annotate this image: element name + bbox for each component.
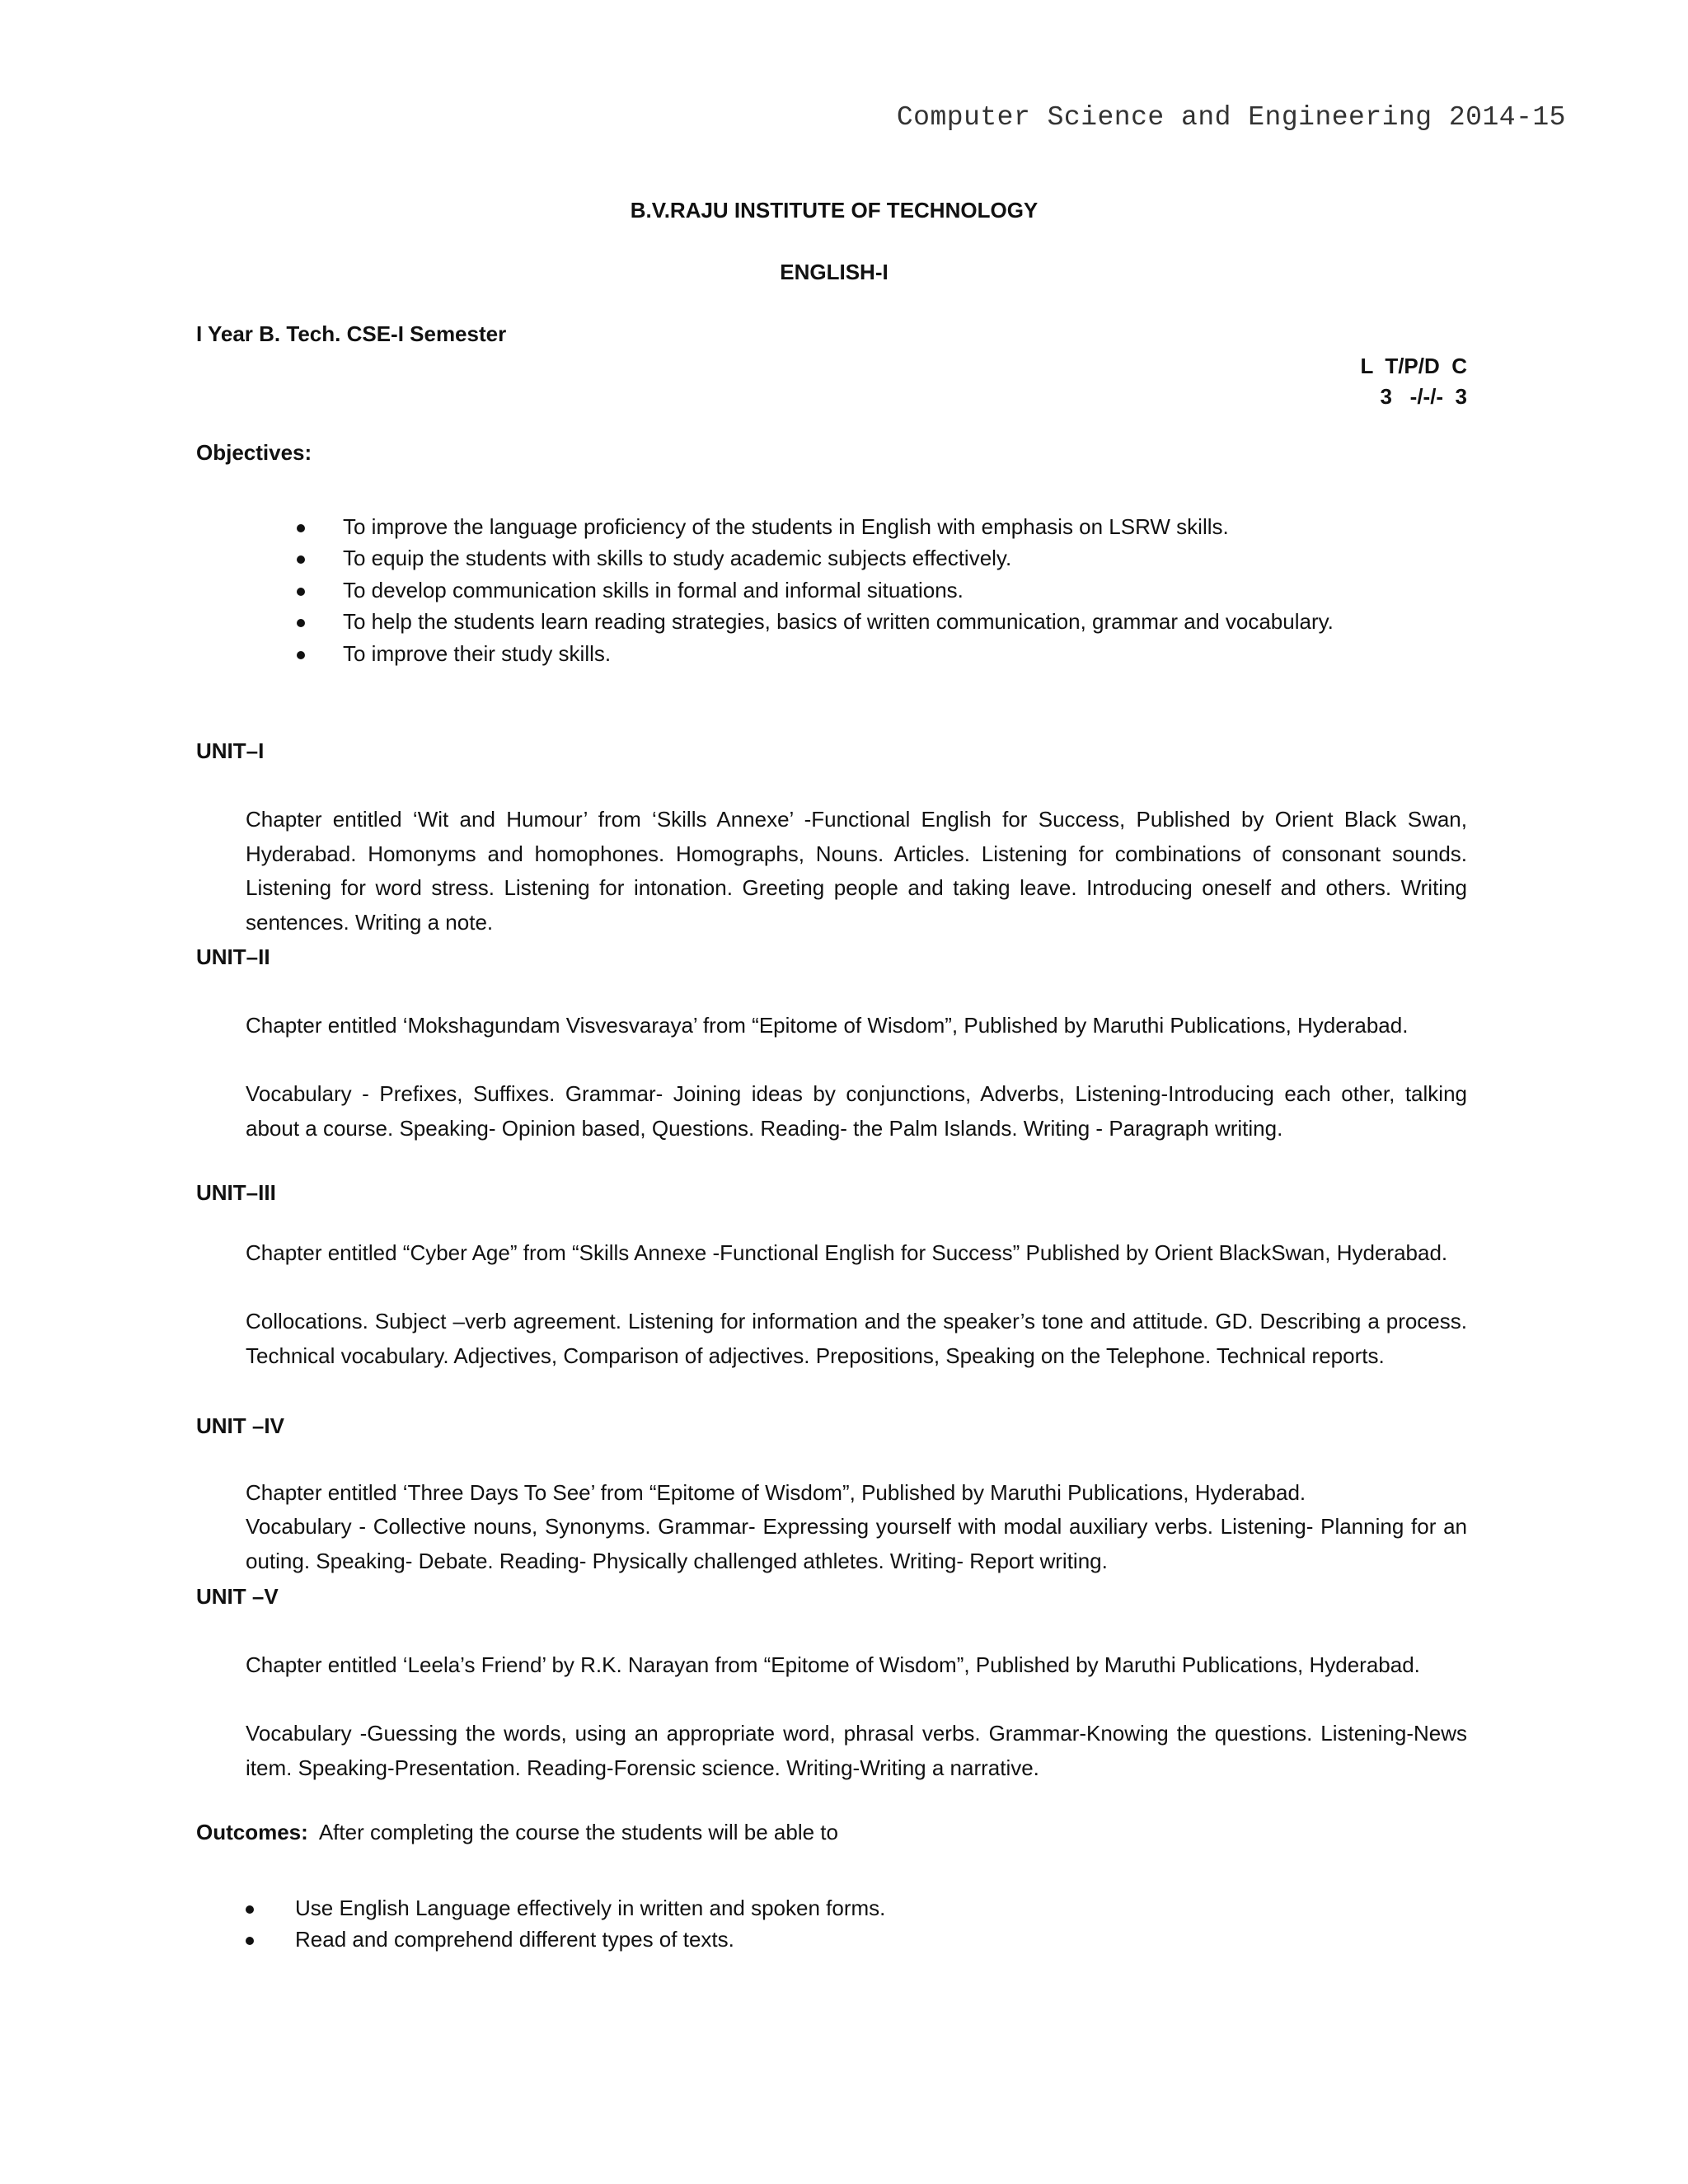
unit-3-heading: UNIT–III [196, 1180, 276, 1205]
unit-5-paragraph: Vocabulary -Guessing the words, using an appropriate word, phrasal verbs. Grammar-Knowing the questions. Listening-News item. Speaking-Presentation. Reading-Forensic science. Writing-Writing a narrative. [246, 1721, 1467, 1780]
unit-2-paragraph: Chapter entitled ‘Mokshagundam Visvesvaraya’ from “Epitome of Wisdom”, Published by Maruthi Publications, Hyderabad. [246, 1013, 1409, 1038]
objective-item: To improve their study skills. [297, 638, 1334, 669]
unit-4-heading: UNIT –IV [196, 1413, 284, 1438]
objective-item: To improve the language proficiency of the students in English with emphasis on LSRW skills. [297, 511, 1334, 542]
unit-1-paragraph: Chapter entitled ‘Wit and Humour’ from ‘Skills Annexe’ -Functional English for Success, Published by Orient Black Swan, Hyderabad. Homonyms and homophones. Homographs, Nouns. Articles. Listening for combinations of consonant sounds. Listening for word stress. Listening for intonation. Greeting people and taking leave. Introducing oneself and others. Writing sentences. Writing a note. [246, 807, 1467, 935]
institute-title: B.V.RAJU INSTITUTE OF TECHNOLOGY [630, 198, 1039, 223]
outcome-item: Read and comprehend different types of texts. [246, 1924, 885, 1955]
outcomes-list [246, 1892, 885, 1956]
unit-2-heading: UNIT–II [196, 944, 270, 969]
unit-3-paragraph: Collocations. Subject –verb agreement. Listening for information and the speaker’s tone and attitude. GD. Describing a process. Technical vocabulary. Adjectives, Comparison of adjectives. Prepositions, Speaking on the Telephone. Technical reports. [246, 1309, 1467, 1368]
objective-item: To equip the students with skills to study academic subjects effectively. [297, 542, 1334, 574]
credits-value-row: 3 -/-/- 3 [1380, 384, 1467, 409]
credits-header-row: L T/P/D C [1360, 354, 1467, 378]
objectives-list [297, 511, 1334, 669]
unit-1-heading: UNIT–I [196, 738, 265, 763]
unit-5-paragraph: Chapter entitled ‘Leela’s Friend’ by R.K. Narayan from “Epitome of Wisdom”, Published by Maruthi Publications, Hyderabad. [246, 1652, 1420, 1677]
unit-4-paragraph: Chapter entitled ‘Three Days To See’ from “Epitome of Wisdom”, Published by Maruthi Publications, Hyderabad. [246, 1480, 1306, 1505]
outcomes-intro: After completing the course the students will be able to [318, 1820, 838, 1844]
unit-5-heading: UNIT –V [196, 1584, 279, 1609]
semester-label: I Year B. Tech. CSE-I Semester [196, 321, 507, 346]
objective-item: To develop communication skills in formal and informal situations. [297, 574, 1334, 606]
outcomes-heading: Outcomes: [196, 1820, 308, 1844]
objective-item: To help the students learn reading strategies, basics of written communication, grammar and vocabulary. [297, 606, 1334, 637]
unit-3-paragraph: Chapter entitled “Cyber Age” from “Skills Annexe -Functional English for Success” Published by Orient BlackSwan, Hyderabad. [246, 1240, 1448, 1265]
outcomes-line [196, 1820, 838, 1845]
unit-4-paragraph: Vocabulary - Collective nouns, Synonyms. Grammar- Expressing yourself with modal auxiliary verbs. Listening- Planning for an outing. Speaking- Debate. Reading- Physically challenged athletes. Writing- Report writing. [246, 1514, 1467, 1573]
credits-table [1360, 351, 1467, 412]
page-header: Computer Science and Engineering 2014-15 [896, 102, 1566, 133]
unit-2-paragraph: Vocabulary - Prefixes, Suffixes. Grammar- Joining ideas by conjunctions, Adverbs, Listening-Introducing each other, talking about a course. Speaking- Opinion based, Questions. Reading- the Palm Islands. Writing - Paragraph writing. [246, 1081, 1467, 1141]
objectives-heading: Objectives: [196, 440, 312, 465]
course-title: ENGLISH-I [780, 260, 889, 284]
outcome-item: Use English Language effectively in written and spoken forms. [246, 1892, 885, 1924]
